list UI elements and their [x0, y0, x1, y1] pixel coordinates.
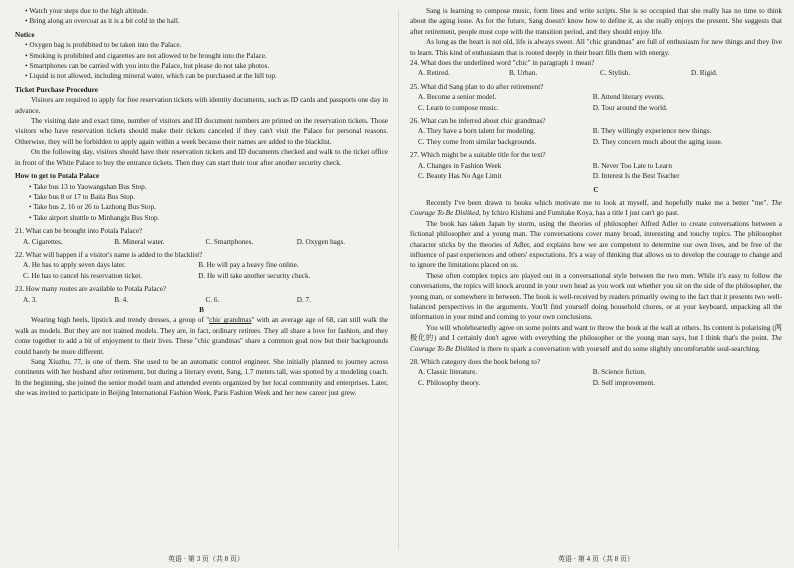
- question-23-options: [15, 295, 388, 305]
- page-4-footer: 英语 · 第 4 页（共 8 页）: [558, 555, 634, 563]
- passage-c-paragraph-1: Recently I've been drawn to books which motivate me to look at myself, and hopefully make me a better "me". The Courage To Be Disliked, by Ichiro Kishimi and Fumitake Koya, has a title I just can't go past.: [410, 198, 782, 218]
- passage-b-paragraph-4: As long as the heart is not old, life is always sweet. All "chic grandmas" are full of enthusiasm for new things and they live to learn. This kind of enthusiasm that is rooted deeply in their heart fills them with energy.: [410, 38, 782, 57]
- option: C. Smartphones.: [205, 237, 254, 246]
- book-title: The Courage To Be Disliked: [410, 198, 782, 218]
- section-c-heading: C: [593, 185, 599, 194]
- page-divider: [398, 10, 399, 550]
- tip-item: • Watch your steps due to the high altitude.: [25, 7, 149, 15]
- question-22-options: [15, 260, 388, 281]
- option: B. Attend literary events.: [592, 93, 665, 102]
- option: B. Urban.: [509, 69, 538, 78]
- option: C. They come from similar backgrounds.: [418, 137, 537, 146]
- page-3-footer: 英语 · 第 3 页（共 8 页）: [168, 555, 244, 563]
- passage-c-paragraph-3: These often complex topics are played out in a conversational style between the two men. While it's easy to follow the conversations, the topics will knock around in your own head as you work out whether you sit on the side of the philosopher, the young man, or somewhere in between. The book is well-received by readers primarily owing to the fact that it presents two well-balanced perspectives in the arguments. You'll find yourself doing household chores, or at your keyboard, unpacking all the information in your mind and coming to your own conclusions.: [410, 271, 782, 322]
- option: C. 6.: [205, 295, 220, 304]
- question-21-options: [15, 237, 388, 247]
- passage-b-paragraph-2: Sang Xiuzhu, 77, is one of them. She used to be an automatic control engineer. She initially planned to journey across continents with her husband after retirement, but during a literary event, Sang, 1.7 meters tall, was spotted by a modeling coach. In the beginning, she joined the senior model team and attended events organized by her local community and enterprises. Later, she was invited to participate in Beijing International Fashion Week, Paris Fashion Week and her new career just grew.: [15, 358, 388, 398]
- question-27-options: [410, 161, 782, 182]
- question-25-stem: 25. What did Sang plan to do after retirement?: [410, 82, 544, 91]
- tip-item: • Bring along an overcoat as it is a bit cold in the hall.: [25, 17, 180, 26]
- option: D. Interest Is the Best Teacher: [592, 172, 680, 181]
- option: D. Tour around the world.: [592, 103, 668, 112]
- option: D. They concern much about the aging issue.: [592, 137, 723, 146]
- ticket-heading: Ticket Purchase Procedure: [15, 85, 98, 94]
- route-heading: How to get to Potala Palace: [15, 172, 100, 181]
- question-23-stem: 23. How many routes are available to Potala Palace?: [15, 285, 167, 294]
- question-24-options: [410, 68, 782, 78]
- option: B. Mineral water.: [114, 237, 165, 246]
- option: A. Classic literature.: [418, 368, 478, 377]
- route-item: • Take bus 2, 16 or 26 to Lazhong Bus Stop.: [29, 203, 156, 212]
- notice-item: • Liquid is not allowed, including mineral water, which can be purchased at the hill top.: [25, 72, 277, 81]
- option: A. 3.: [23, 295, 38, 304]
- option: C. Learn to compose music.: [418, 103, 499, 112]
- ticket-paragraph: On the following day, visitors should have their reservation tickets and ID documents checked and walk to the ticket office in front of the White Palace to buy the entrance tickets. Then they can start their tour after another security check.: [15, 148, 388, 167]
- option: B. They willingly experience new things.: [592, 127, 712, 136]
- notice-item: • Smartphones can be carried with you into the Palace, but please do not take photos.: [25, 62, 270, 71]
- option: A. Become a senior model.: [418, 93, 497, 102]
- question-24-stem: 24. What does the underlined word "chic" in paragraph 1 mean?: [410, 59, 595, 68]
- question-26-stem: 26. What can be inferred about chic grandmas?: [410, 117, 546, 126]
- question-25-options: [410, 92, 782, 113]
- option: D. He will take another security check.: [198, 271, 311, 280]
- option: D. Oxygen bags.: [296, 237, 346, 246]
- passage-b-paragraph-3: Sang is learning to compose music, form lines and write scripts. She is so occupied that she really has no time to think about the aging issue. As for the future, Sang doesn't know how to define it, as she really enjoys the present. She suggests that after retirement, people must cope with the transition period, and they should enjoy life.: [410, 7, 782, 36]
- option: A. They have a born talent for modeling.: [418, 127, 536, 136]
- question-21-stem: 21. What can be brought into Potala Palace?: [15, 227, 143, 236]
- question-27-stem: 27. Which might be a suitable title for the text?: [410, 151, 546, 160]
- route-item: • Take airport shuttle to Minhangju Bus Stop.: [29, 213, 160, 222]
- passage-c-paragraph-4: You will wholeheartedly agree on some points and want to throw the book at the wall at others. Its content is polarising (两极化的) and I certainly don't agree with everything the philosopher or the young man says, but I think that's the point. The Courage To Be Disliked is there to spark a conversation with yourself and do some slightly uncomfortable soul-searching.: [410, 323, 782, 353]
- option: A. Changes in Fashion Week: [418, 161, 502, 170]
- notice-item: • Smoking is prohibited and cigarettes are not allowed to be brought into the Palace.: [25, 51, 267, 60]
- page-4-column: [410, 6, 782, 388]
- option: C. Beauty Has No Age Limit: [418, 172, 502, 181]
- ticket-paragraph: The visiting date and exact time, number of visitors and ID document numbers are printed on the reservation tickets. Those visitors who have reservation tickets should make their tickets canceled if they can't visit the Palace for personal reasons. Otherwise, they will be forbidden to apply again within a week because their names are added to the blacklist.: [15, 117, 388, 146]
- option: D. Self improvement.: [592, 378, 655, 387]
- option: B. 4.: [114, 295, 129, 304]
- underlined-word: chic grandmas: [209, 316, 252, 325]
- page-3-column: [15, 6, 388, 399]
- notice-heading: Notice: [15, 30, 35, 39]
- option: B. Never Too Late to Learn: [592, 161, 672, 170]
- question-26-options: [410, 126, 782, 147]
- section-b-heading: B: [199, 305, 204, 314]
- option: D. 7.: [296, 295, 311, 304]
- route-item: • Take bus 13 to Yaowangshan Bus Stop.: [29, 182, 147, 191]
- notice-item: • Oxygen bag is prohibited to be taken into the Palace.: [25, 41, 182, 50]
- option: D. Rigid.: [691, 69, 718, 78]
- option: A. Retired.: [418, 69, 450, 78]
- passage-b-paragraph-1: Wearing high heels, lipstick and trendy dresses, a group of "chic grandmas" with an average age of 68, can still walk the walk as models. But they are not trained models. They are, in fact, ordinary retirees. They all share a love for fashion, and they come together to add a bit of enjoyment to their lives. These "chic grandmas" share a common goal now but their backgrounds could barely be more different.: [15, 316, 388, 356]
- option: C. He has to cancel his reservation ticket.: [23, 271, 143, 280]
- option: A. He has to apply seven days later.: [23, 261, 126, 270]
- option: C. Stylish.: [600, 69, 631, 78]
- option: A. Cigarettes.: [23, 237, 63, 246]
- ticket-paragraph: Visitors are required to apply for free reservation tickets with identity documents, such as ID cards and passports one day in advance.: [15, 96, 388, 115]
- question-22-stem: 22. What will happen if a visitor's name is added to the blacklist?: [15, 250, 203, 259]
- question-28-stem: 28. Which category does the book belong to?: [410, 358, 541, 366]
- route-item: • Take bus 8 or 17 to Baita Bus Stop.: [29, 192, 136, 201]
- option: B. Science fiction.: [592, 368, 646, 377]
- question-28-options: [410, 367, 782, 388]
- book-title: The Courage To Be Disliked: [410, 334, 782, 353]
- option: B. He will pay a heavy fine online.: [198, 261, 299, 270]
- passage-c-paragraph-2: The book has taken Japan by storm, using the theories of philosopher Alfred Adler to create conversations between a fictional philosopher and a young man. The conversations cover many broad, interesting and touchy topics. The philosopher character sticks by the theories of Adler, and explains how we are competent to determine our own lives, and be free of the influence of past experiences and others' expectations. It's a way of thinking that allows us to develop the courage to change and to ignore the limitations placed on us.: [410, 219, 782, 270]
- option: C. Philosophy theory.: [418, 378, 481, 387]
